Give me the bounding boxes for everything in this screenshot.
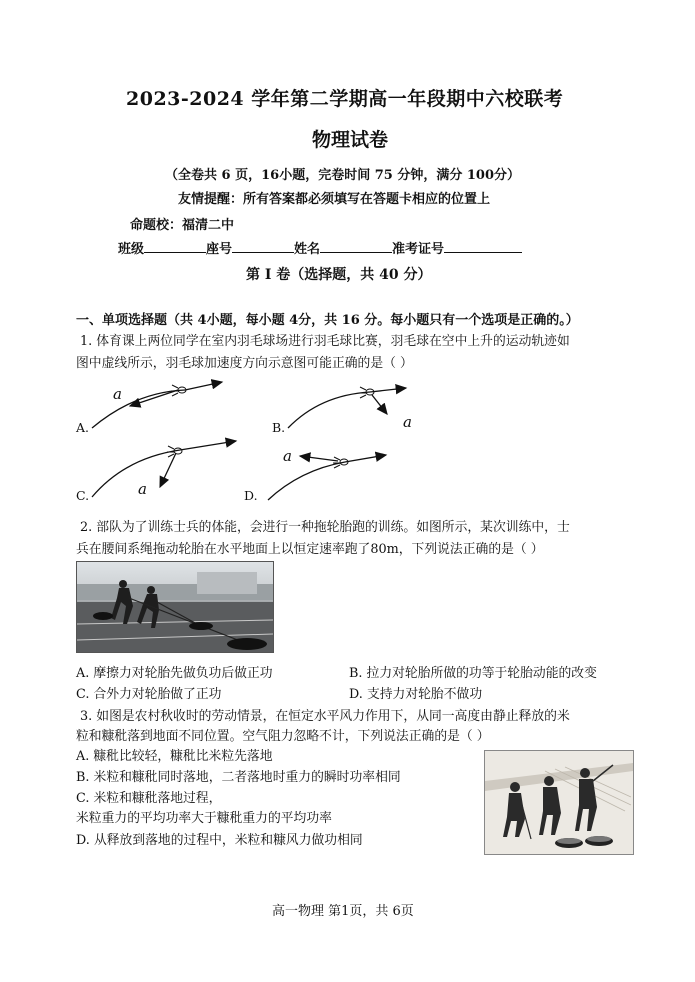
option-c-diagram	[92, 441, 236, 497]
class-blank[interactable]	[144, 239, 206, 253]
q1-diagrams	[0, 375, 695, 505]
winnowing-illustration	[484, 750, 634, 855]
tire-training-photo	[76, 561, 274, 653]
q3-option-d[interactable]: D. 从释放到落地的过程中，米粒和糠风力做功相同	[76, 833, 363, 848]
shuttlecock-icon	[359, 387, 374, 398]
reminder: 友情提醒：所有答案都必须填写在答题卡相应的位置上	[178, 192, 491, 207]
q3-line-1: 3. 如图是农村秋收时的劳动情景，在恒定水平风力作用下，从同一高度由静止释放的米	[80, 709, 570, 724]
q2-line-1: 2. 部队为了训练士兵的体能，会进行一种拖轮胎跑的训练。如图所示，某次训练中，士	[80, 520, 570, 535]
accel-label-d: a	[283, 447, 292, 465]
exam-no-label: 准考证号	[392, 242, 445, 257]
name-label: 姓名	[294, 242, 321, 257]
exam-subtitle: 物理试卷	[312, 129, 389, 151]
page-footer: 高一物理 第1页，共 6页	[272, 904, 414, 919]
section-heading: 一、单项选择题（共 4小题，每小题 4分，共 16 分。每小题只有一个选项是正确的。）	[76, 313, 579, 328]
exam-info: （全卷共 6 页，16小题，完卷时间 75 分钟，满分 100分）	[165, 168, 520, 183]
exam-title: 2023-2024 学年第二学期高一年段期中六校联考	[126, 88, 564, 110]
q1-option-d-label[interactable]: D.	[244, 488, 258, 503]
q3-option-a[interactable]: A. 糠秕比较轻，糠秕比米粒先落地	[76, 749, 273, 764]
q2-line-2: 兵在腰间系绳拖动轮胎在水平地面上以恒定速率跑了80m，下列说法正确的是（ ）	[76, 542, 544, 557]
q2-option-b[interactable]: B. 拉力对轮胎所做的功等于轮胎动能的改变	[349, 666, 597, 681]
q3-option-b[interactable]: B. 米粒和糠秕同时落地，二者落地时重力的瞬时功率相同	[76, 770, 401, 785]
accel-label-a: a	[113, 385, 122, 403]
option-a-diagram	[92, 382, 222, 428]
option-b-diagram	[288, 387, 406, 428]
q2-option-a[interactable]: A. 摩擦力对轮胎先做负功后做正功	[76, 666, 273, 681]
q3-option-c-line-1[interactable]: C. 米粒和糠秕落地过程，	[76, 791, 222, 806]
q1-line-1: 1. 体育课上两位同学在室内羽毛球场进行羽毛球比赛，羽毛球在空中上升的运动轨迹如	[80, 334, 570, 349]
q3-line-2: 粒和糠秕落到地面不同位置。空气阻力忽略不计，下列说法正确的是（ ）	[76, 729, 490, 744]
name-blank[interactable]	[320, 239, 392, 253]
student-info-fields	[118, 238, 522, 257]
q1-line-2: 图中虚线所示，羽毛球加速度方向示意图可能正确的是（ ）	[76, 356, 413, 371]
seat-blank[interactable]	[232, 239, 294, 253]
seat-label: 座号	[206, 242, 233, 257]
q2-option-c[interactable]: C. 合外力对轮胎做了正功	[76, 687, 222, 702]
exam-no-blank[interactable]	[444, 239, 522, 253]
class-label: 班级	[118, 242, 145, 257]
accel-label-c: a	[138, 480, 147, 498]
q1-option-b-label[interactable]: B.	[272, 420, 286, 435]
q1-option-c-label[interactable]: C.	[76, 488, 90, 503]
q3-option-c-line-2[interactable]: 米粒重力的平均功率大于糠秕重力的平均功率	[76, 811, 332, 826]
q1-option-a-label[interactable]: A.	[76, 420, 90, 435]
q2-option-d[interactable]: D. 支持力对轮胎不做功	[349, 687, 483, 702]
part-title: 第 Ⅰ 卷（选择题，共 40 分）	[246, 267, 432, 283]
school-line: 命题校：福清二中	[130, 218, 235, 233]
accel-label-b: a	[403, 413, 412, 431]
